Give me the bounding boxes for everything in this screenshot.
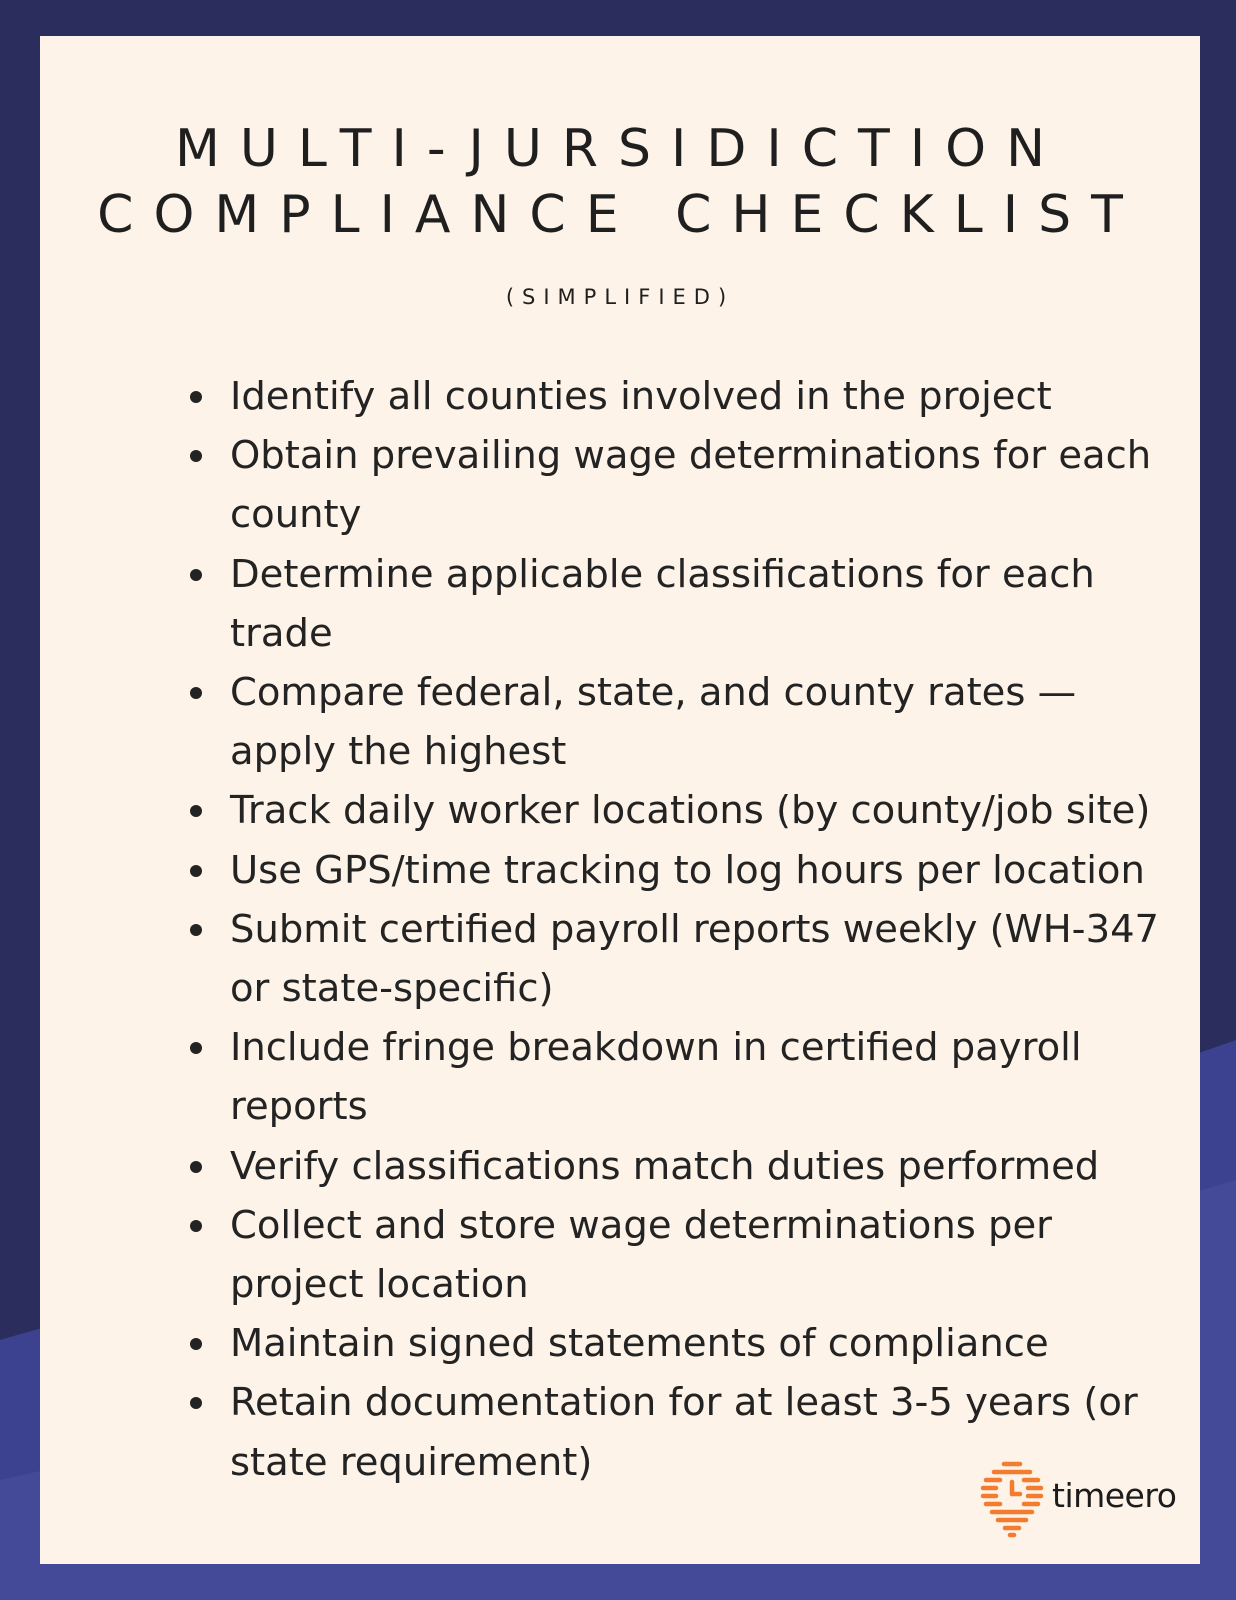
list-item-text: Include fringe breakdown in certified payroll reports — [230, 1025, 1082, 1130]
bullet-icon — [190, 569, 202, 581]
page-title — [40, 116, 1200, 248]
list-item — [190, 1314, 1190, 1373]
list-item — [190, 841, 1190, 900]
bullet-icon — [190, 1042, 202, 1054]
list-item — [190, 367, 1190, 426]
list-item-text: Verify classifications match duties performed — [230, 1143, 1100, 1189]
list-item-text: Obtain prevailing wage determinations for each county — [230, 433, 1152, 538]
list-item — [190, 545, 1190, 663]
list-item — [190, 1018, 1190, 1136]
list-item-text: Identify all counties involved in the project — [230, 374, 1052, 419]
bullet-icon — [190, 1161, 202, 1173]
list-item — [190, 663, 1190, 781]
list-item — [190, 1196, 1190, 1314]
brand-name: timeero — [1052, 1476, 1177, 1515]
timeero-logo — [980, 1460, 1200, 1540]
list-item-text: Track daily worker locations (by county/job site) — [230, 788, 1151, 834]
list-item-text: Retain documentation for at least 3-5 years (or state requirement) — [230, 1380, 1138, 1485]
bullet-icon — [190, 391, 202, 403]
title-line-1: MULTI-JURSIDICTION — [175, 119, 1065, 179]
title-line-2: COMPLIANCE CHECKLIST — [97, 185, 1143, 245]
compliance-checklist — [190, 367, 1190, 1492]
list-item-text: Compare federal, state, and county rates — apply the highest — [230, 670, 1077, 775]
list-item — [190, 900, 1190, 1018]
bullet-icon — [190, 865, 202, 877]
checklist-card — [40, 36, 1200, 1564]
list-item — [190, 1137, 1190, 1196]
bullet-icon — [190, 450, 202, 462]
bullet-icon — [190, 1397, 202, 1409]
list-item — [190, 781, 1190, 840]
bullet-icon — [190, 924, 202, 936]
bullet-icon — [190, 687, 202, 699]
list-item-text: Maintain signed statements of compliance — [230, 1321, 1049, 1367]
bullet-icon — [190, 805, 202, 817]
list-item-text: Collect and store wage determinations per project location — [230, 1202, 1052, 1308]
clock-pin-icon — [980, 1460, 1044, 1540]
bullet-icon — [190, 1220, 202, 1232]
page-subtitle: (SIMPLIFIED) — [505, 285, 735, 309]
bullet-icon — [190, 1338, 202, 1350]
list-item-text: Use GPS/time tracking to log hours per location — [230, 847, 1145, 893]
list-item — [190, 426, 1190, 544]
list-item-text: Determine applicable classifications for each trade — [230, 551, 1095, 656]
list-item-text: Submit certified payroll reports weekly (WH-347 or state-specific) — [230, 906, 1160, 1012]
